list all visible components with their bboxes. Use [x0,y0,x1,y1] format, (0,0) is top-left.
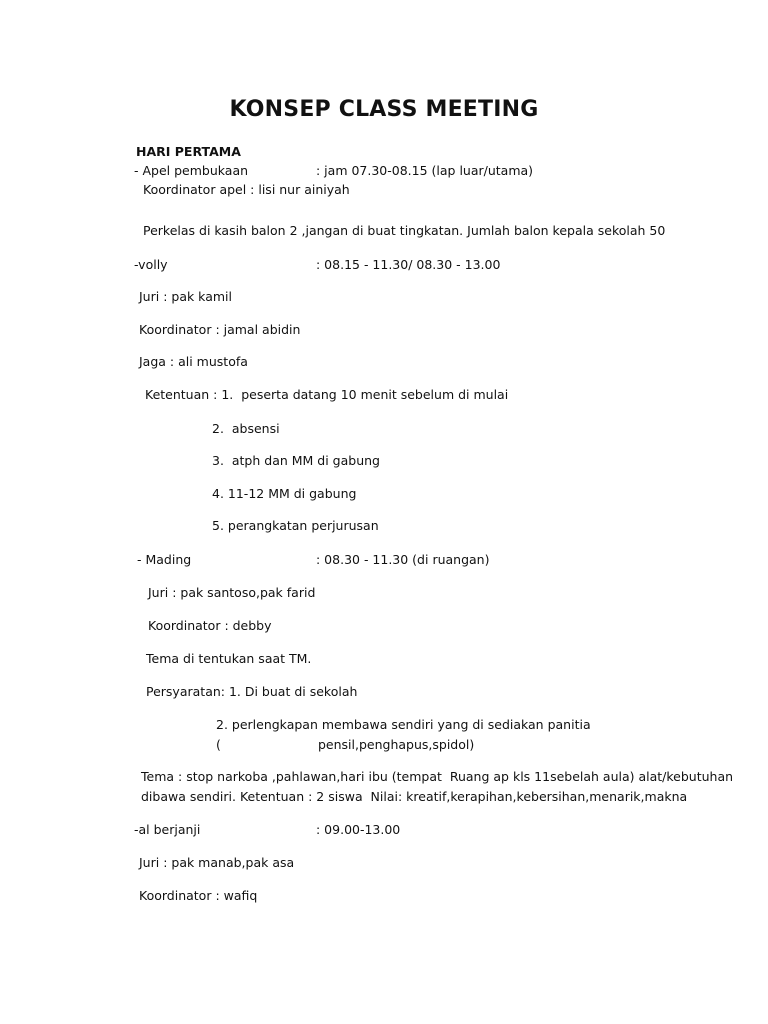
mading-persyaratan-1: Persyaratan: 1. Di buat di sekolah [146,684,358,699]
mading-persyaratan-paren: ( [216,737,221,752]
volly-ketentuan-4: 4. 11-12 MM di gabung [212,486,357,501]
mading-juri: Juri : pak santoso,pak farid [148,585,316,600]
mading-time: : 08.30 - 11.30 (di ruangan) [316,552,490,567]
al-berjanji-time: : 09.00-13.00 [316,822,401,837]
mading-label: - Mading [137,552,192,567]
mading-koordinator: Koordinator : debby [148,618,272,633]
al-berjanji-juri: Juri : pak manab,pak asa [139,855,295,870]
al-berjanji-koordinator: Koordinator : wafiq [139,888,258,903]
volly-time: : 08.15 - 11.30/ 08.30 - 13.00 [316,257,501,272]
volly-ketentuan-5: 5. perangkatan perjurusan [212,518,379,533]
mading-tema-line-2: dibawa sendiri. Ketentuan : 2 siswa Nilai: kreatif,kerapihan,kebersihan,menarik,makna [141,789,688,804]
volly-jaga: Jaga : ali mustofa [139,354,248,369]
apel-label: - Apel pembukaan [134,163,249,178]
volly-ketentuan-3: 3. atph dan MM di gabung [212,453,380,468]
volly-label: -volly [134,257,168,272]
volly-ketentuan-2: 2. absensi [212,421,280,436]
day-heading: HARI PERTAMA [136,144,241,159]
volly-ketentuan-1: Ketentuan : 1. peserta datang 10 menit sebelum di mulai [145,387,509,402]
page-title: KONSEP CLASS MEETING [229,97,539,122]
apel-note: Perkelas di kasih balon 2 ,jangan di buat tingkatan. Jumlah balon kepala sekolah 50 [143,223,666,238]
apel-koordinator: Koordinator apel : lisi nur ainiyah [143,182,350,197]
volly-koordinator: Koordinator : jamal abidin [139,322,301,337]
al-berjanji-label: -al berjanji [134,822,201,837]
mading-persyaratan-items: pensil,penghapus,spidol) [318,737,475,752]
mading-tema-note: Tema di tentukan saat TM. [146,651,312,666]
mading-tema-line-1: Tema : stop narkoba ,pahlawan,hari ibu (tempat Ruang ap kls 11sebelah aula) alat/kebutuhan [141,769,734,784]
mading-persyaratan-2: 2. perlengkapan membawa sendiri yang di sediakan panitia [216,717,591,732]
apel-time: : jam 07.30-08.15 (lap luar/utama) [316,163,534,178]
volly-juri: Juri : pak kamil [139,289,232,304]
